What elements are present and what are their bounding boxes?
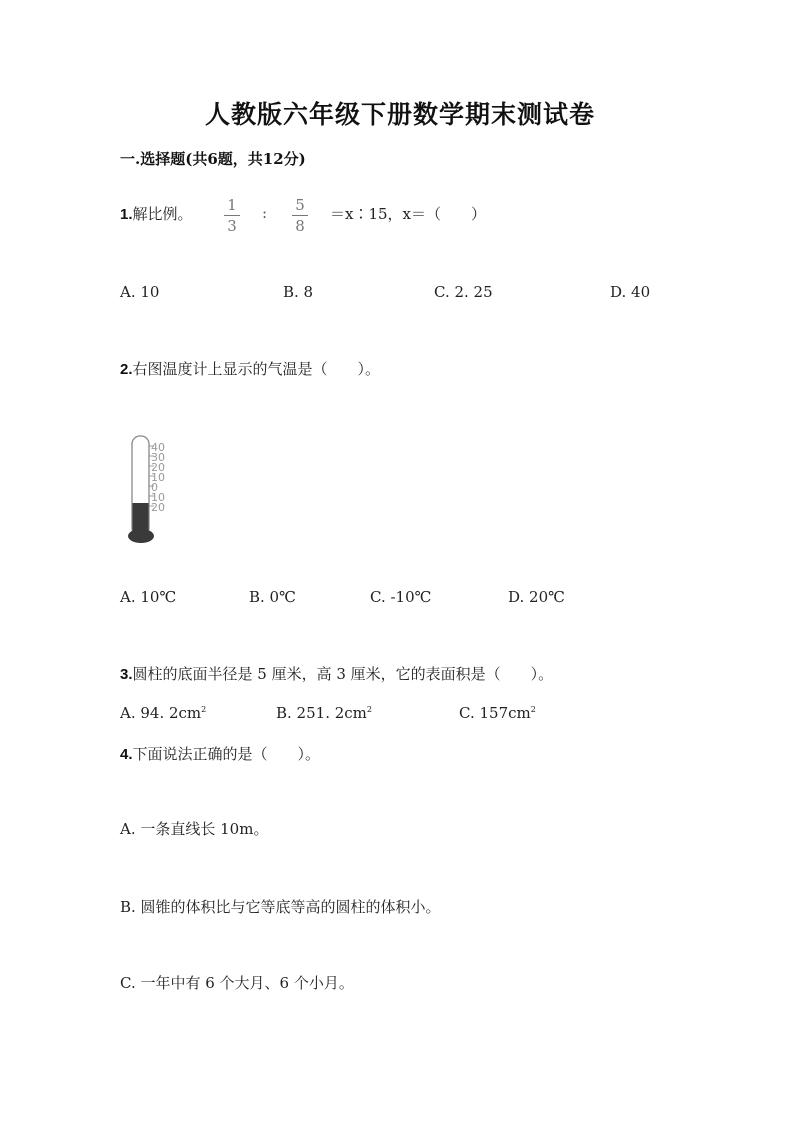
question-number: 2. bbox=[120, 361, 133, 378]
question-text: 解比例。 bbox=[132, 205, 193, 223]
question-4-prompt bbox=[120, 743, 320, 764]
question-text: 右图温度计上显示的气温是（ ）。 bbox=[132, 360, 381, 378]
fraction-numerator: 1 bbox=[227, 196, 237, 214]
superscript: 2 bbox=[366, 705, 372, 714]
scale-label: 10 bbox=[151, 471, 165, 484]
fraction-numerator: 5 bbox=[295, 196, 305, 214]
section-heading: 一.选择题(共6题，共12分) bbox=[120, 150, 306, 168]
fraction-one-third bbox=[222, 197, 242, 234]
scale-label: 20 bbox=[151, 501, 165, 514]
thermometer-figure bbox=[120, 430, 180, 550]
superscript: 2 bbox=[530, 705, 536, 714]
question-1-equation: ＝x∶15，x＝（ ） bbox=[330, 205, 487, 223]
q4-option-a: A. 一条直线长 10m。 bbox=[120, 820, 269, 838]
fraction-denominator: 8 bbox=[295, 217, 305, 235]
question-2-prompt bbox=[120, 358, 380, 379]
question-text: 圆柱的底面半径是 5 厘米，高 3 厘米，它的表面积是（ ）。 bbox=[132, 665, 554, 683]
q4-option-b: B. 圆锥的体积比与它等底等高的圆柱的体积小。 bbox=[120, 898, 441, 916]
q2-option-a: A. 10℃ bbox=[120, 588, 177, 606]
q1-option-b: B. 8 bbox=[283, 283, 314, 301]
question-1-prompt bbox=[120, 203, 193, 224]
q3-option-b: B. 251. $2cm^2$ bbox=[276, 704, 372, 722]
q4-option-c: C. 一年中有 6 个大月、6 个小月。 bbox=[120, 974, 354, 992]
q2-option-c: C. -10℃ bbox=[370, 588, 432, 606]
q3-option-a: A. 94. $2cm^2$ bbox=[120, 704, 207, 722]
scale-label: 0 bbox=[151, 481, 158, 494]
question-number: 1. bbox=[120, 206, 133, 223]
question-number: 3. bbox=[120, 666, 133, 683]
thermometer-bulb bbox=[128, 529, 154, 543]
ratio-colon: : bbox=[262, 204, 268, 222]
fraction-bar bbox=[224, 215, 240, 216]
fraction-five-eighths bbox=[290, 197, 310, 234]
scale-label: 30 bbox=[151, 451, 165, 464]
question-3-prompt bbox=[120, 663, 553, 684]
q3-option-c: C. $157cm^2$ bbox=[459, 704, 536, 722]
scale-label: 10 bbox=[151, 491, 165, 504]
fraction-denominator: 3 bbox=[227, 217, 237, 235]
thermometer-scale-labels bbox=[151, 441, 165, 514]
fraction-bar bbox=[292, 215, 308, 216]
q1-option-d: D. 40 bbox=[610, 283, 651, 301]
question-number: 4. bbox=[120, 746, 133, 763]
scale-label: 40 bbox=[151, 441, 165, 454]
question-text: 下面说法正确的是（ ）。 bbox=[132, 745, 321, 763]
q2-option-b: B. 0℃ bbox=[249, 588, 296, 606]
q1-option-a: A. 10 bbox=[120, 283, 160, 301]
q2-option-d: D. 20℃ bbox=[508, 588, 565, 606]
superscript: 2 bbox=[201, 705, 207, 714]
scale-label: 20 bbox=[151, 461, 165, 474]
page-title: 人教版六年级下册数学期末测试卷 bbox=[204, 100, 595, 129]
q1-option-c: C. 2. 25 bbox=[434, 283, 493, 301]
